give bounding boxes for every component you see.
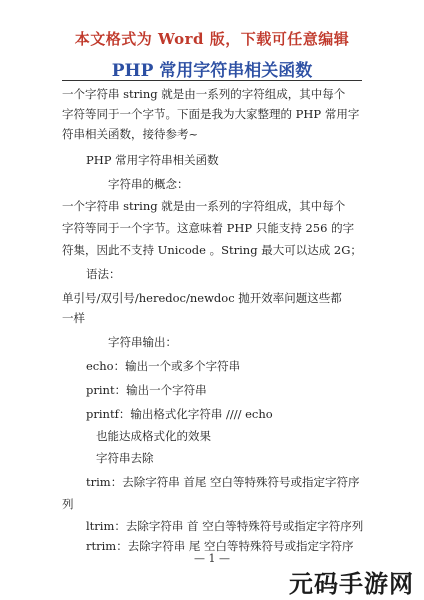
format-banner: 本文格式为 Word 版，下载可任意编辑 [74, 30, 350, 48]
site-watermark: 元码手游网 [289, 570, 414, 598]
paragraph-line: 字符等同于一个字节。下面是我为大家整理的 PHP 常用字 [62, 107, 360, 121]
section-heading: 字符串去除 [96, 451, 154, 465]
paragraph-line: 单引号/双引号/heredoc/newdoc 抛开效率问题这些都 [62, 291, 342, 305]
section-heading: PHP 常用字符串相关函数 [86, 153, 219, 167]
paragraph-line: print：输出一个字符串 [86, 383, 207, 397]
paragraph-line: 一样 [62, 311, 85, 325]
page-number: — 1 — [194, 552, 230, 565]
paragraph-line: 也能达成格式化的效果 [96, 429, 211, 443]
paragraph-line: trim：去除字符串 首尾 空白等特殊符号或指定字符序 [86, 475, 360, 489]
paragraph-line: echo：输出一个或多个字符串 [86, 359, 241, 373]
paragraph-line: rtrim：去除字符串 尾 空白等特殊符号或指定字符序 [86, 539, 354, 553]
paragraph-line: 一个字符串 string 就是由一系列的字符组成，其中每个 [62, 87, 346, 101]
section-heading: 字符串输出： [108, 335, 177, 349]
paragraph-line: 符串相关函数，接待参考~ [62, 127, 199, 141]
document-title: PHP 常用字符串相关函数 [111, 61, 313, 81]
section-heading: 语法： [86, 267, 121, 281]
paragraph-line: ltrim：去除字符串 首 空白等特殊符号或指定字符序列 [86, 519, 364, 533]
paragraph-line: 一个字符串 string 就是由一系列的字符组成，其中每个 [62, 199, 346, 213]
paragraph-line: 字符等同于一个字节。这意味着 PHP 只能支持 256 的字 [62, 221, 355, 235]
paragraph-line: 符集，因此不支持 Unicode 。String 最大可以达成 2G； [62, 243, 362, 257]
section-heading: 字符串的概念： [108, 177, 189, 191]
paragraph-line: printf：输出格式化字符串 //// echo [86, 407, 273, 421]
title-rule [62, 80, 362, 81]
paragraph-line: 列 [62, 497, 74, 511]
